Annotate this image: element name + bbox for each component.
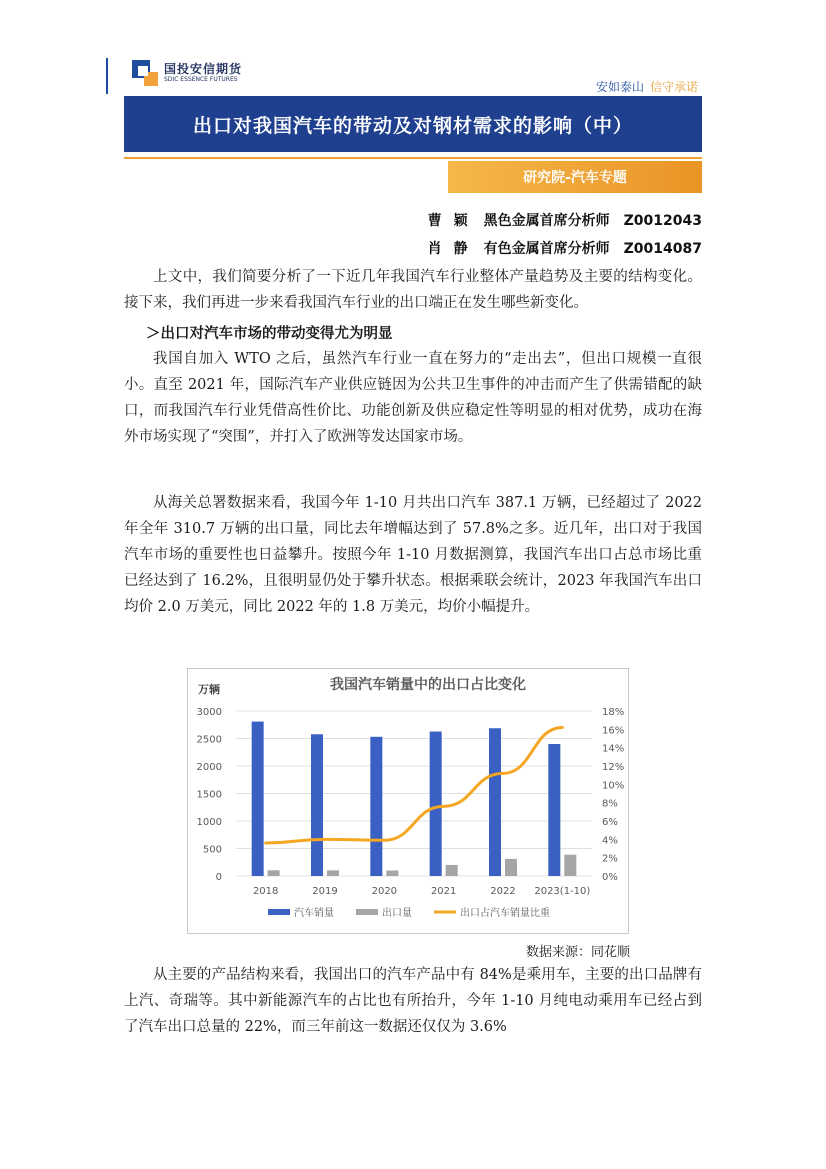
y-tick-label: 500	[202, 844, 222, 856]
legend-swatch	[356, 909, 378, 915]
data-source: 数据来源：同花顺	[526, 945, 631, 960]
slogan-part-a: 安如泰山	[595, 80, 644, 94]
slogan-part-b: 信守承诺	[649, 80, 698, 94]
author-id: Z0012043	[623, 213, 702, 229]
bar-exports	[268, 870, 280, 876]
y-tick-label: 1000	[196, 817, 222, 828]
y2-tick-label: 12%	[602, 762, 625, 773]
chart-title: 我国汽车销量中的出口占比变化	[330, 677, 526, 693]
x-tick-label: 2021	[430, 886, 457, 897]
bar-sales	[252, 722, 264, 876]
y-tick-label: 1500	[196, 789, 222, 801]
author-role: 黑色金属首席分析师	[483, 213, 610, 229]
export-share-chart	[187, 668, 629, 934]
bar-exports	[564, 855, 576, 876]
y-tick-label: 3000	[196, 707, 222, 718]
y2-tick-label: 14%	[602, 743, 625, 755]
legend-label: 汽车销量	[294, 908, 334, 919]
line-export-share	[266, 728, 563, 844]
y2-tick-label: 8%	[602, 798, 618, 810]
x-tick-label: 2022	[490, 886, 516, 897]
y2-tick-label: 0%	[602, 872, 618, 883]
paragraph-product-structure: 从主要的产品结构来看，我国出口的汽车产品中有 84%是乘用车，主要的出口品牌有上汽、奇瑞等。其中新能源汽车的占比也有所抬升，今年 1-10 月纯电动乘用车已经占到了汽车出口总量的 22%，而三年前这一数据还仅仅为 3.6%	[124, 967, 702, 1035]
author-role: 有色金属首席分析师	[483, 241, 610, 257]
slogan	[596, 78, 698, 95]
y-tick-label: 0	[215, 872, 222, 883]
paragraph-background: 我国自加入 WTO 之后，虽然汽车行业一直在努力的“走出去”，但出口规模一直很小。直至 2021 年，国际汽车产业供应链因为公共卫生事件的冲击而产生了供需错配的缺口，而我国汽车行业凭借高性价比、功能创新及供应稳定性等明显的相对优势，成功在海外市场实现了“突围”，并打入了欧洲等发达国家市场。	[124, 351, 702, 445]
bar-exports	[505, 859, 517, 876]
bar-sales	[430, 732, 442, 876]
author-name: 肖静	[427, 241, 480, 257]
y2-tick-label: 2%	[602, 853, 618, 865]
document-title: 出口对我国汽车的带动及对钢材需求的影响（中）	[124, 96, 702, 152]
bar-sales	[489, 728, 501, 876]
author-line	[428, 238, 702, 258]
logo-cn-text: 国投安信期货	[164, 62, 243, 76]
x-tick-label: 2020	[371, 886, 398, 897]
y-tick-label: 2500	[196, 734, 222, 746]
bar-sales	[370, 737, 382, 876]
x-tick-label: 2023(1-10)	[534, 886, 591, 897]
logo-mark-icon	[132, 60, 158, 86]
x-tick-label: 2018	[252, 886, 279, 897]
bar-sales	[548, 744, 560, 876]
paragraph-intro: 上文中，我们简要分析了一下近几年我国汽车行业整体产量趋势及主要的结构变化。接下来，我们再进一步来看我国汽车行业的出口端正在发生哪些新变化。	[124, 269, 702, 311]
y2-tick-label: 4%	[602, 835, 618, 847]
bar-exports	[386, 871, 398, 877]
legend-label: 出口量	[382, 908, 412, 919]
y2-tick-label: 10%	[602, 780, 625, 792]
y2-tick-label: 6%	[602, 817, 618, 828]
author-name: 曹颖	[427, 213, 480, 229]
bar-exports	[446, 865, 458, 876]
chart-svg	[188, 669, 628, 933]
author-line	[428, 210, 702, 230]
author-id: Z0014087	[623, 241, 702, 257]
y2-tick-label: 16%	[602, 725, 625, 737]
x-tick-label: 2019	[312, 886, 338, 897]
bar-sales	[311, 734, 323, 876]
header-accent-line	[106, 58, 108, 94]
paragraph-customs-data: 从海关总署数据来看，我国今年 1-10 月共出口汽车 387.1 万辆，已经超过了 2022 年全年 310.7 万辆的出口量，同比去年增幅达到了 57.8%之多。近几年，出口对于我国汽车市场的重要性也日益攀升。按照今年 1-10 月数据测算，我国汽车出口占总市场比重已经达到了 16.2%，且很明显仍处于攀升状态。根据乘联会统计，2023 年我国汽车出口均价 2.0 万美元，同比 2022 年的 1.8 万美元，均价小幅提升。	[124, 495, 702, 615]
legend-swatch	[268, 909, 290, 915]
title-divider	[124, 157, 702, 159]
section-heading: ＞出口对汽车市场的带动变得尤为明显	[146, 326, 393, 342]
document-subtitle: 研究院-汽车专题	[448, 161, 702, 193]
chart-y-unit: 万辆	[198, 683, 220, 696]
y-tick-label: 2000	[196, 762, 222, 773]
logo-en-text: SDIC ESSENCE FUTURES	[164, 76, 238, 83]
bar-exports	[327, 870, 339, 876]
company-logo	[132, 60, 242, 86]
legend-label: 出口占汽车销量比重	[460, 908, 550, 919]
y2-tick-label: 18%	[602, 707, 625, 718]
